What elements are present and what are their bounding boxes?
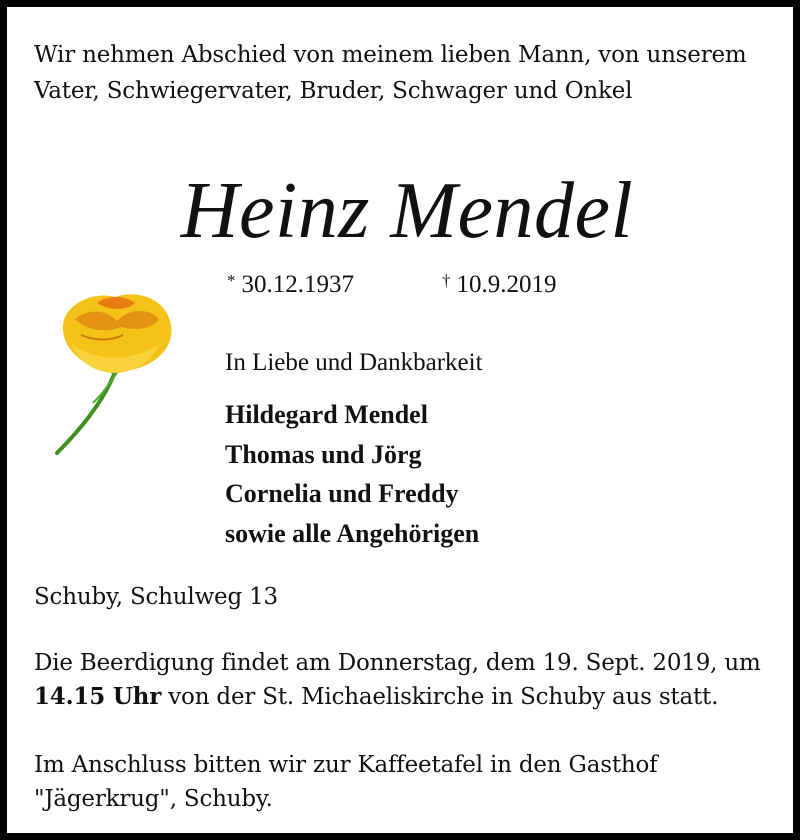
yellow-rose-icon: [45, 285, 185, 460]
rose-graphic: [45, 285, 185, 460]
birth-date: 30.12.1937: [241, 271, 354, 298]
death-date-group: [442, 265, 557, 301]
death-date: 10.9.2019: [456, 271, 557, 298]
mourner: Hildegard Mendel: [225, 400, 428, 429]
birth-symbol: *: [227, 271, 236, 290]
mourner-list: [225, 395, 479, 553]
deceased-name: Heinz Mendel: [180, 167, 634, 255]
birth-date-group: [227, 265, 354, 301]
rose-stem-highlight: [93, 375, 115, 403]
intro-text: Wir nehmen Abschied von meinem lieben Mann, von unserem Vater, Schwiegervater, Bruder, Schwager und Onkel: [34, 42, 747, 104]
reception-info: Im Anschluss bitten wir zur Kaffeetafel in den Gasthof "Jägerkrug", Schuby.: [34, 752, 658, 812]
funeral-info: [34, 646, 784, 714]
address: Schuby, Schulweg 13: [34, 584, 278, 610]
funeral-time: 14.15 Uhr: [34, 683, 162, 710]
rose-stem: [57, 367, 117, 453]
funeral-text-before: Die Beerdigung findet am Donnerstag, dem 19. Sept. 2019, um: [34, 650, 761, 676]
mourner: Thomas und Jörg: [225, 439, 422, 469]
mourner: sowie alle Angehörigen: [225, 518, 480, 548]
death-symbol: †: [442, 271, 451, 290]
dedication-line: In Liebe und Dankbarkeit: [225, 349, 483, 376]
funeral-text-after: von der St. Michaeliskirche in Schuby aus statt.: [161, 684, 719, 710]
mourner: Cornelia und Freddy: [225, 479, 459, 508]
